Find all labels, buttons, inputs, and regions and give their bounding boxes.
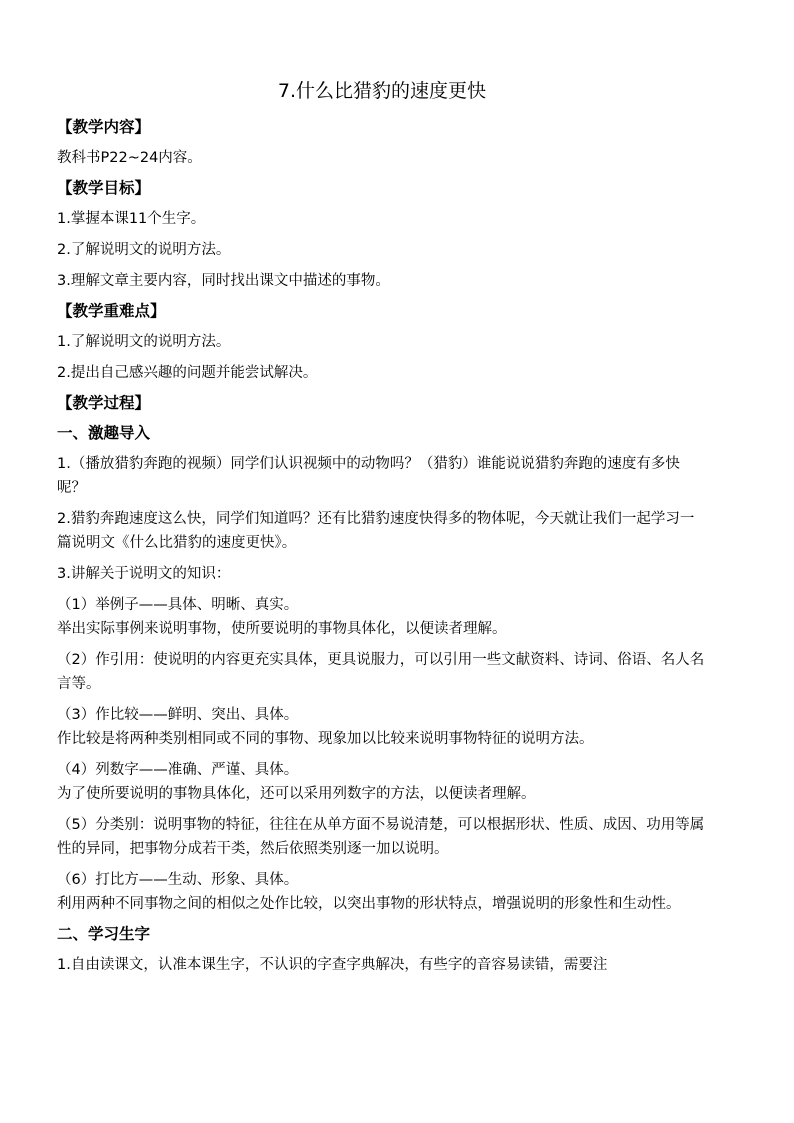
- goal-item: 3.理解文章主要内容，同时找出课文中描述的事物。: [57, 273, 390, 289]
- method4-text: 为了使所要说明的事物具体化，还可以采用列数字的方法，以便读者理解。: [57, 786, 536, 802]
- method3-title: （3）作比较——鲜明、突出、具体。: [57, 707, 299, 723]
- document-title: 7.什么比猎豹的速度更快: [277, 80, 487, 102]
- section1-paragraph: 1.（播放猎豹奔跑的视频）同学们认识视频中的动物吗？（猎豹）谁能说说猎豹奔跑的速度有多快呢？: [57, 456, 680, 496]
- method1-text: 举出实际事例来说明事物，使所要说明的事物具体化，以便读者理解。: [57, 621, 507, 637]
- process-heading: 【教学过程】: [57, 394, 151, 412]
- goals-heading: 【教学目标】: [57, 179, 151, 197]
- section1-paragraph: 2.猎豹奔跑速度这么快，同学们知道吗？还有比猎豹速度快得多的物体呢，今天就让我们一起学习一篇说明文《什么比猎豹的速度更快》。: [57, 511, 695, 551]
- goal-item: 1.掌握本课11个生字。: [57, 211, 206, 227]
- goal-item: 2.了解说明文的说明方法。: [57, 242, 231, 258]
- method2-text: （2）作引用：使说明的内容更充实具体，更具说服力，可以引用一些文献资料、诗词、俗语、名人名言等。: [57, 652, 705, 692]
- method4-title: （4）列数字——准确、严谨、具体。: [57, 762, 299, 778]
- section1-paragraph: 3.讲解关于说明文的知识：: [57, 566, 231, 582]
- section2-paragraph: 1.自由读课文，认准本课生字，不认识的字查字典解决，有些字的音容易读错，需要注: [57, 957, 608, 973]
- lesson-plan-page: [57, 78, 707, 984]
- content-heading: 【教学内容】: [57, 118, 151, 136]
- method6-text: 利用两种不同事物之间的相似之处作比较，以突出事物的形状特点，增强说明的形象性和生动性。: [57, 896, 681, 912]
- key-points-heading: 【教学重难点】: [57, 302, 166, 320]
- key-point-item: 1.了解说明文的说明方法。: [57, 334, 231, 350]
- key-point-item: 2.提出自己感兴趣的问题并能尝试解决。: [57, 365, 318, 381]
- method6-title: （6）打比方——生动、形象、具体。: [57, 872, 299, 888]
- content-text: 教科书P22~24内容。: [57, 150, 202, 166]
- section1-heading: 一、激趣导入: [57, 424, 151, 442]
- method1-title: （1）举例子——具体、明晰、真实。: [57, 597, 299, 613]
- method3-text: 作比较是将两种类别相同或不同的事物、现象加以比较来说明事物特征的说明方法。: [57, 731, 594, 747]
- method5-text: （5）分类别：说明事物的特征，往往在从单方面不易说清楚，可以根据形状、性质、成因、功用等属性的异同，把事物分成若干类，然后依照类别逐一加以说明。: [57, 817, 705, 857]
- section2-heading: 二、学习生字: [57, 925, 151, 943]
